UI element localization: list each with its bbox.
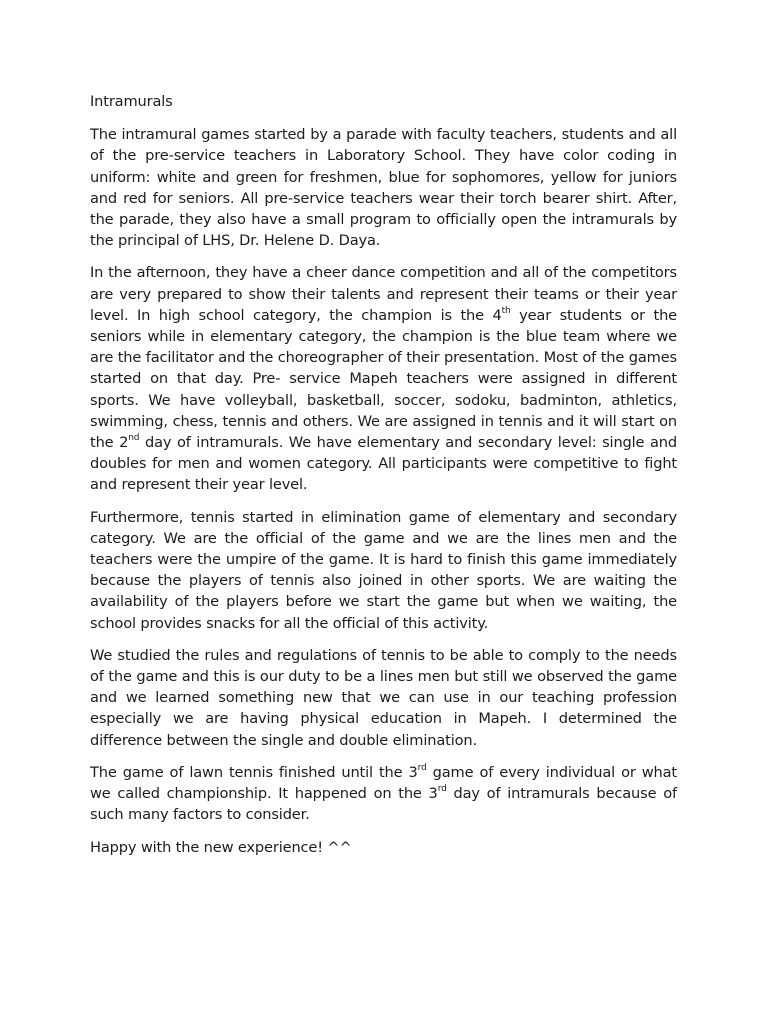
paragraph-text: day of intramurals because of such many factors to consider. [90, 785, 677, 824]
paragraph-text: day of intramurals. We have elementary and secondary level: single and doubles for men and women category. All participants were competitive to fight and represent their year level. [90, 434, 677, 494]
ordinal-suffix: rd [437, 784, 447, 795]
paragraph-cheer-dance [90, 262, 677, 495]
paragraph-text: year students or the seniors while in elementary category, the champion is the blue team where we are the facilitator and the choreographer of their presentation. Most of the games started on that day. Pre- service Mapeh teachers were assigned in different sports. We have volleyball, basketball, soccer, sodoku, badminton, athletics, swimming, chess, tennis and others. We are assigned in tennis and it will start on the 2 [90, 306, 677, 452]
document-page [90, 91, 677, 869]
paragraph-closing: Happy with the new experience! ^^ [90, 838, 352, 856]
paragraph-text: game of every individual or what we called championship. It happened on the 3 [90, 763, 677, 803]
document-title: Intramurals [90, 93, 173, 110]
paragraph-parade: The intramural games started by a parade with faculty teachers, students and all of the pre-service teachers in Laboratory School. They have color coding in uniform: white and green for freshmen, blue for sophomores, yellow for juniors and red for seniors. All pre-service teachers wear their torch bearer shirt. After, the parade, they also have a small program to officially open the intramurals by the principal of LHS, Dr. Helene D. Daya. [90, 126, 677, 250]
paragraph-text: The game of lawn tennis finished until the 3 [90, 763, 418, 781]
paragraph-text: In the afternoon, they have a cheer dance competition and all of the competitors are very prepared to show their talents and represent their teams or their year level. In high school category, the champion is the 4 [90, 264, 677, 324]
ordinal-suffix: th [501, 305, 511, 316]
paragraph-rules: We studied the rules and regulations of tennis to be able to comply to the needs of the game and this is our duty to be a lines men but still we observed the game and we learned something new that we can use in our teaching profession especially we are having physical education in Mapeh. I determined the difference between the single and double elimination. [90, 646, 677, 749]
paragraph-tennis-elimination: Furthermore, tennis started in elimination game of elementary and secondary category. We are the official of the game and we are the lines men and the teachers were the umpire of the game. It is hard to finish this game immediately because the players of tennis also joined in other sports. We are waiting the availability of the players before we start the game but when we waiting, the school provides snacks for all the official of this activity. [90, 508, 677, 632]
paragraph-championship [90, 762, 677, 826]
ordinal-suffix: nd [128, 433, 140, 444]
ordinal-suffix: rd [417, 763, 427, 774]
